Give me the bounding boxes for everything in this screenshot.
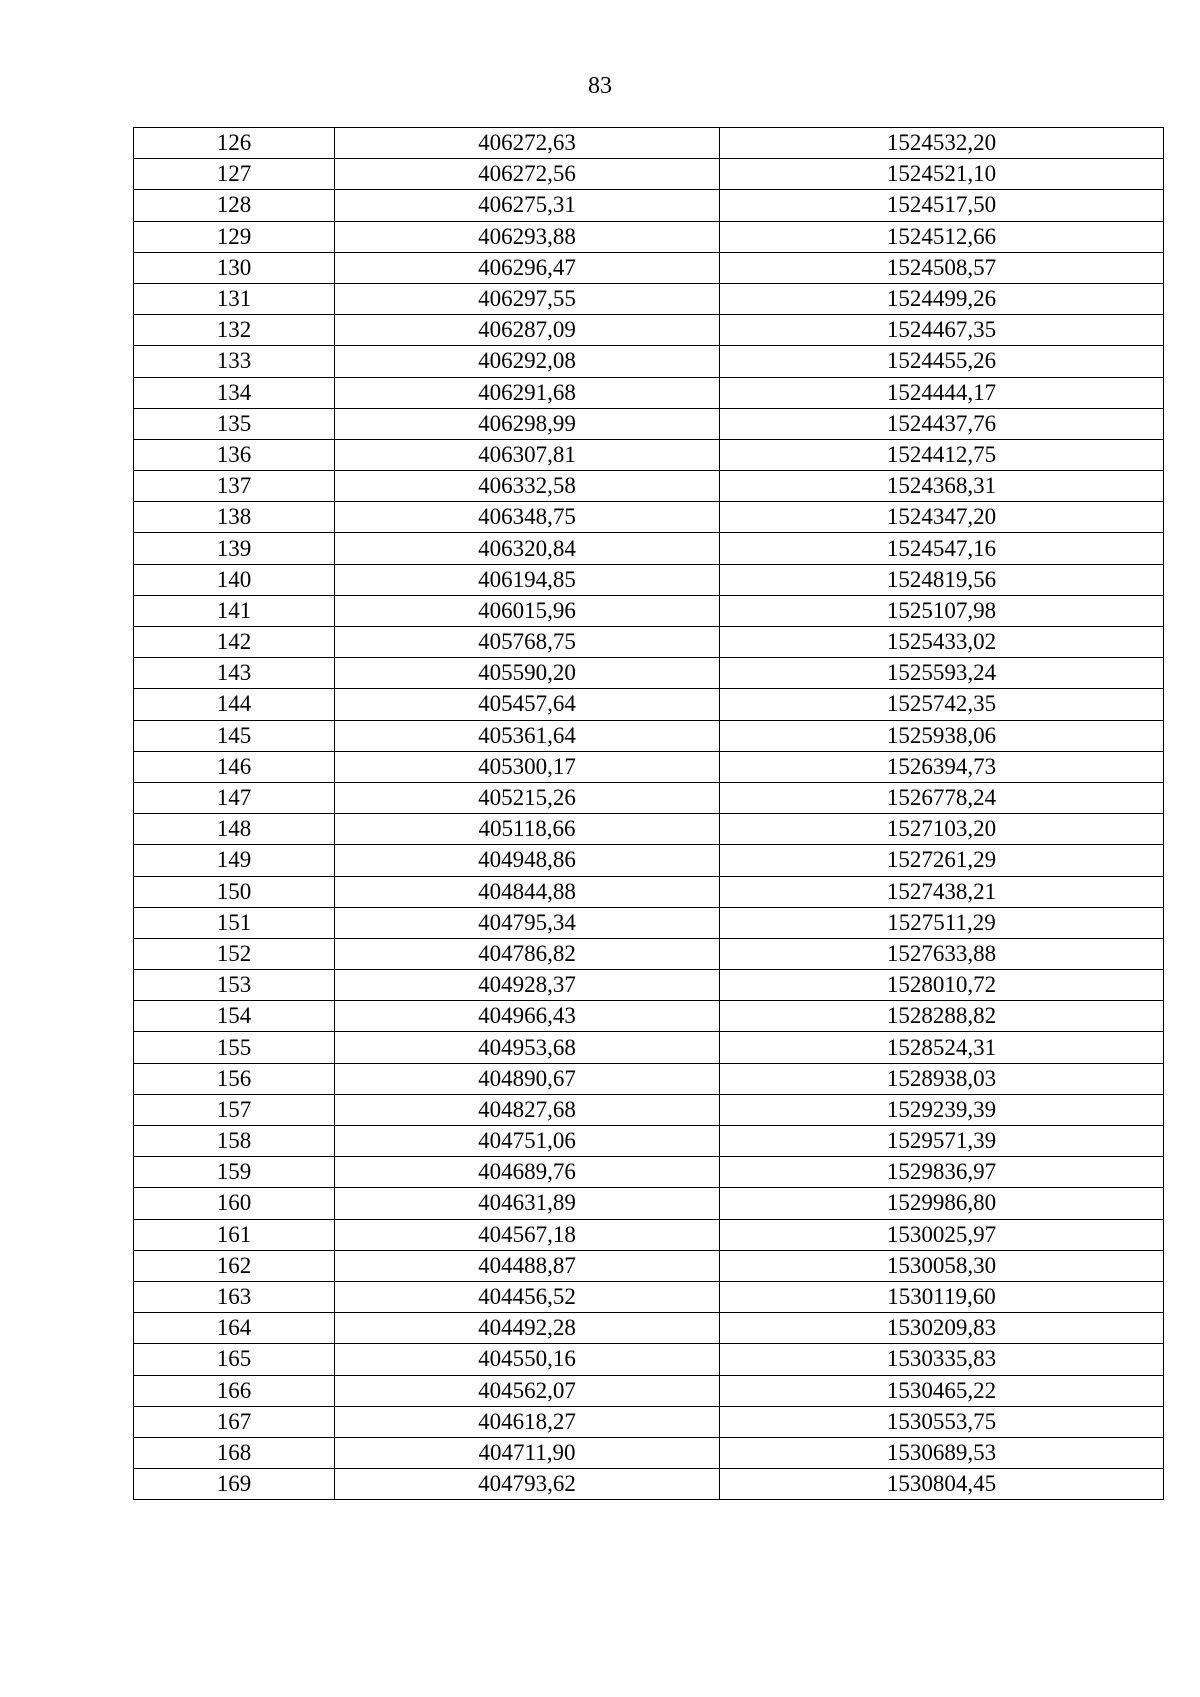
y-coordinate-cell: 1529571,39	[720, 1126, 1164, 1157]
point-number-cell: 152	[134, 938, 335, 969]
point-number-cell: 149	[134, 845, 335, 876]
point-number-cell: 157	[134, 1094, 335, 1125]
table-row	[134, 1250, 1164, 1281]
point-number-cell: 169	[134, 1469, 335, 1500]
point-number-cell: 141	[134, 595, 335, 626]
y-coordinate-cell: 1525107,98	[720, 595, 1164, 626]
point-number-cell: 139	[134, 533, 335, 564]
x-coordinate-cell: 406298,99	[335, 408, 720, 439]
x-coordinate-cell: 404948,86	[335, 845, 720, 876]
point-number-cell: 159	[134, 1157, 335, 1188]
table-row	[134, 252, 1164, 283]
table-row	[134, 845, 1164, 876]
table-row	[134, 190, 1164, 221]
table-row	[134, 471, 1164, 502]
point-number-cell: 131	[134, 283, 335, 314]
x-coordinate-cell: 405457,64	[335, 689, 720, 720]
y-coordinate-cell: 1529986,80	[720, 1188, 1164, 1219]
x-coordinate-cell: 406297,55	[335, 283, 720, 314]
y-coordinate-cell: 1527633,88	[720, 938, 1164, 969]
y-coordinate-cell: 1530209,83	[720, 1313, 1164, 1344]
table-row	[134, 1313, 1164, 1344]
y-coordinate-cell: 1527103,20	[720, 814, 1164, 845]
point-number-cell: 137	[134, 471, 335, 502]
table-row	[134, 128, 1164, 159]
y-coordinate-cell: 1524517,50	[720, 190, 1164, 221]
x-coordinate-cell: 404562,07	[335, 1375, 720, 1406]
point-number-cell: 150	[134, 876, 335, 907]
y-coordinate-cell: 1524368,31	[720, 471, 1164, 502]
x-coordinate-cell: 406292,08	[335, 346, 720, 377]
point-number-cell: 135	[134, 408, 335, 439]
x-coordinate-cell: 406272,56	[335, 159, 720, 190]
table-row	[134, 1126, 1164, 1157]
y-coordinate-cell: 1530465,22	[720, 1375, 1164, 1406]
point-number-cell: 144	[134, 689, 335, 720]
x-coordinate-cell: 404567,18	[335, 1219, 720, 1250]
x-coordinate-cell: 404711,90	[335, 1437, 720, 1468]
table-row	[134, 1032, 1164, 1063]
y-coordinate-cell: 1524467,35	[720, 315, 1164, 346]
y-coordinate-cell: 1530804,45	[720, 1469, 1164, 1500]
y-coordinate-cell: 1524508,57	[720, 252, 1164, 283]
point-number-cell: 133	[134, 346, 335, 377]
x-coordinate-cell: 404618,27	[335, 1406, 720, 1437]
table-row	[134, 689, 1164, 720]
point-number-cell: 153	[134, 970, 335, 1001]
table-row	[134, 814, 1164, 845]
y-coordinate-cell: 1524444,17	[720, 377, 1164, 408]
coordinates-table-body	[134, 128, 1164, 1500]
y-coordinate-cell: 1530553,75	[720, 1406, 1164, 1437]
table-row	[134, 1281, 1164, 1312]
point-number-cell: 161	[134, 1219, 335, 1250]
x-coordinate-cell: 404793,62	[335, 1469, 720, 1500]
point-number-cell: 128	[134, 190, 335, 221]
coordinates-table	[133, 127, 1164, 1500]
point-number-cell: 168	[134, 1437, 335, 1468]
y-coordinate-cell: 1530689,53	[720, 1437, 1164, 1468]
point-number-cell: 151	[134, 907, 335, 938]
point-number-cell: 140	[134, 564, 335, 595]
x-coordinate-cell: 404456,52	[335, 1281, 720, 1312]
y-coordinate-cell: 1524547,16	[720, 533, 1164, 564]
x-coordinate-cell: 406287,09	[335, 315, 720, 346]
y-coordinate-cell: 1529239,39	[720, 1094, 1164, 1125]
table-row	[134, 1219, 1164, 1250]
point-number-cell: 134	[134, 377, 335, 408]
table-row	[134, 907, 1164, 938]
table-row	[134, 159, 1164, 190]
table-row	[134, 1094, 1164, 1125]
table-row	[134, 1188, 1164, 1219]
x-coordinate-cell: 404488,87	[335, 1250, 720, 1281]
x-coordinate-cell: 405361,64	[335, 720, 720, 751]
table-row	[134, 1344, 1164, 1375]
point-number-cell: 164	[134, 1313, 335, 1344]
y-coordinate-cell: 1524455,26	[720, 346, 1164, 377]
table-row	[134, 1469, 1164, 1500]
y-coordinate-cell: 1526778,24	[720, 782, 1164, 813]
x-coordinate-cell: 406296,47	[335, 252, 720, 283]
point-number-cell: 147	[134, 782, 335, 813]
y-coordinate-cell: 1525433,02	[720, 627, 1164, 658]
y-coordinate-cell: 1530058,30	[720, 1250, 1164, 1281]
x-coordinate-cell: 404890,67	[335, 1063, 720, 1094]
y-coordinate-cell: 1528010,72	[720, 970, 1164, 1001]
table-row	[134, 970, 1164, 1001]
point-number-cell: 132	[134, 315, 335, 346]
x-coordinate-cell: 404795,34	[335, 907, 720, 938]
table-row	[134, 439, 1164, 470]
x-coordinate-cell: 406015,96	[335, 595, 720, 626]
y-coordinate-cell: 1526394,73	[720, 751, 1164, 782]
y-coordinate-cell: 1524532,20	[720, 128, 1164, 159]
point-number-cell: 129	[134, 221, 335, 252]
x-coordinate-cell: 404751,06	[335, 1126, 720, 1157]
y-coordinate-cell: 1524819,56	[720, 564, 1164, 595]
table-row	[134, 658, 1164, 689]
table-row	[134, 1406, 1164, 1437]
table-row	[134, 720, 1164, 751]
table-row	[134, 1001, 1164, 1032]
point-number-cell: 127	[134, 159, 335, 190]
y-coordinate-cell: 1530335,83	[720, 1344, 1164, 1375]
y-coordinate-cell: 1525938,06	[720, 720, 1164, 751]
point-number-cell: 138	[134, 502, 335, 533]
x-coordinate-cell: 405118,66	[335, 814, 720, 845]
x-coordinate-cell: 404786,82	[335, 938, 720, 969]
table-row	[134, 1375, 1164, 1406]
table-row	[134, 595, 1164, 626]
table-row	[134, 221, 1164, 252]
x-coordinate-cell: 406332,58	[335, 471, 720, 502]
table-row	[134, 1063, 1164, 1094]
point-number-cell: 126	[134, 128, 335, 159]
y-coordinate-cell: 1525742,35	[720, 689, 1164, 720]
x-coordinate-cell: 404827,68	[335, 1094, 720, 1125]
table-row	[134, 627, 1164, 658]
table-row	[134, 533, 1164, 564]
table-row	[134, 876, 1164, 907]
x-coordinate-cell: 406272,63	[335, 128, 720, 159]
x-coordinate-cell: 404550,16	[335, 1344, 720, 1375]
page-number: 83	[588, 73, 612, 99]
y-coordinate-cell: 1524437,76	[720, 408, 1164, 439]
y-coordinate-cell: 1530119,60	[720, 1281, 1164, 1312]
x-coordinate-cell: 405768,75	[335, 627, 720, 658]
x-coordinate-cell: 406307,81	[335, 439, 720, 470]
x-coordinate-cell: 405215,26	[335, 782, 720, 813]
x-coordinate-cell: 406194,85	[335, 564, 720, 595]
y-coordinate-cell: 1527511,29	[720, 907, 1164, 938]
table-row	[134, 377, 1164, 408]
y-coordinate-cell: 1524412,75	[720, 439, 1164, 470]
table-row	[134, 346, 1164, 377]
y-coordinate-cell: 1524347,20	[720, 502, 1164, 533]
y-coordinate-cell: 1530025,97	[720, 1219, 1164, 1250]
point-number-cell: 142	[134, 627, 335, 658]
table-row	[134, 782, 1164, 813]
y-coordinate-cell: 1528938,03	[720, 1063, 1164, 1094]
table-row	[134, 938, 1164, 969]
point-number-cell: 162	[134, 1250, 335, 1281]
x-coordinate-cell: 405590,20	[335, 658, 720, 689]
point-number-cell: 166	[134, 1375, 335, 1406]
x-coordinate-cell: 404953,68	[335, 1032, 720, 1063]
table-row	[134, 408, 1164, 439]
point-number-cell: 154	[134, 1001, 335, 1032]
y-coordinate-cell: 1528288,82	[720, 1001, 1164, 1032]
y-coordinate-cell: 1528524,31	[720, 1032, 1164, 1063]
table-row	[134, 315, 1164, 346]
x-coordinate-cell: 406348,75	[335, 502, 720, 533]
y-coordinate-cell: 1527261,29	[720, 845, 1164, 876]
point-number-cell: 146	[134, 751, 335, 782]
x-coordinate-cell: 404844,88	[335, 876, 720, 907]
x-coordinate-cell: 406291,68	[335, 377, 720, 408]
point-number-cell: 167	[134, 1406, 335, 1437]
point-number-cell: 136	[134, 439, 335, 470]
table-row	[134, 283, 1164, 314]
point-number-cell: 155	[134, 1032, 335, 1063]
point-number-cell: 160	[134, 1188, 335, 1219]
point-number-cell: 143	[134, 658, 335, 689]
point-number-cell: 165	[134, 1344, 335, 1375]
y-coordinate-cell: 1524521,10	[720, 159, 1164, 190]
x-coordinate-cell: 404928,37	[335, 970, 720, 1001]
x-coordinate-cell: 405300,17	[335, 751, 720, 782]
x-coordinate-cell: 406293,88	[335, 221, 720, 252]
table-row	[134, 1157, 1164, 1188]
x-coordinate-cell: 404966,43	[335, 1001, 720, 1032]
x-coordinate-cell: 404631,89	[335, 1188, 720, 1219]
x-coordinate-cell: 406275,31	[335, 190, 720, 221]
table-row	[134, 1437, 1164, 1468]
table-row	[134, 751, 1164, 782]
x-coordinate-cell: 406320,84	[335, 533, 720, 564]
point-number-cell: 158	[134, 1126, 335, 1157]
y-coordinate-cell: 1524499,26	[720, 283, 1164, 314]
x-coordinate-cell: 404492,28	[335, 1313, 720, 1344]
point-number-cell: 156	[134, 1063, 335, 1094]
y-coordinate-cell: 1524512,66	[720, 221, 1164, 252]
point-number-cell: 130	[134, 252, 335, 283]
y-coordinate-cell: 1529836,97	[720, 1157, 1164, 1188]
y-coordinate-cell: 1525593,24	[720, 658, 1164, 689]
point-number-cell: 145	[134, 720, 335, 751]
x-coordinate-cell: 404689,76	[335, 1157, 720, 1188]
y-coordinate-cell: 1527438,21	[720, 876, 1164, 907]
point-number-cell: 148	[134, 814, 335, 845]
table-row	[134, 564, 1164, 595]
table-row	[134, 502, 1164, 533]
point-number-cell: 163	[134, 1281, 335, 1312]
